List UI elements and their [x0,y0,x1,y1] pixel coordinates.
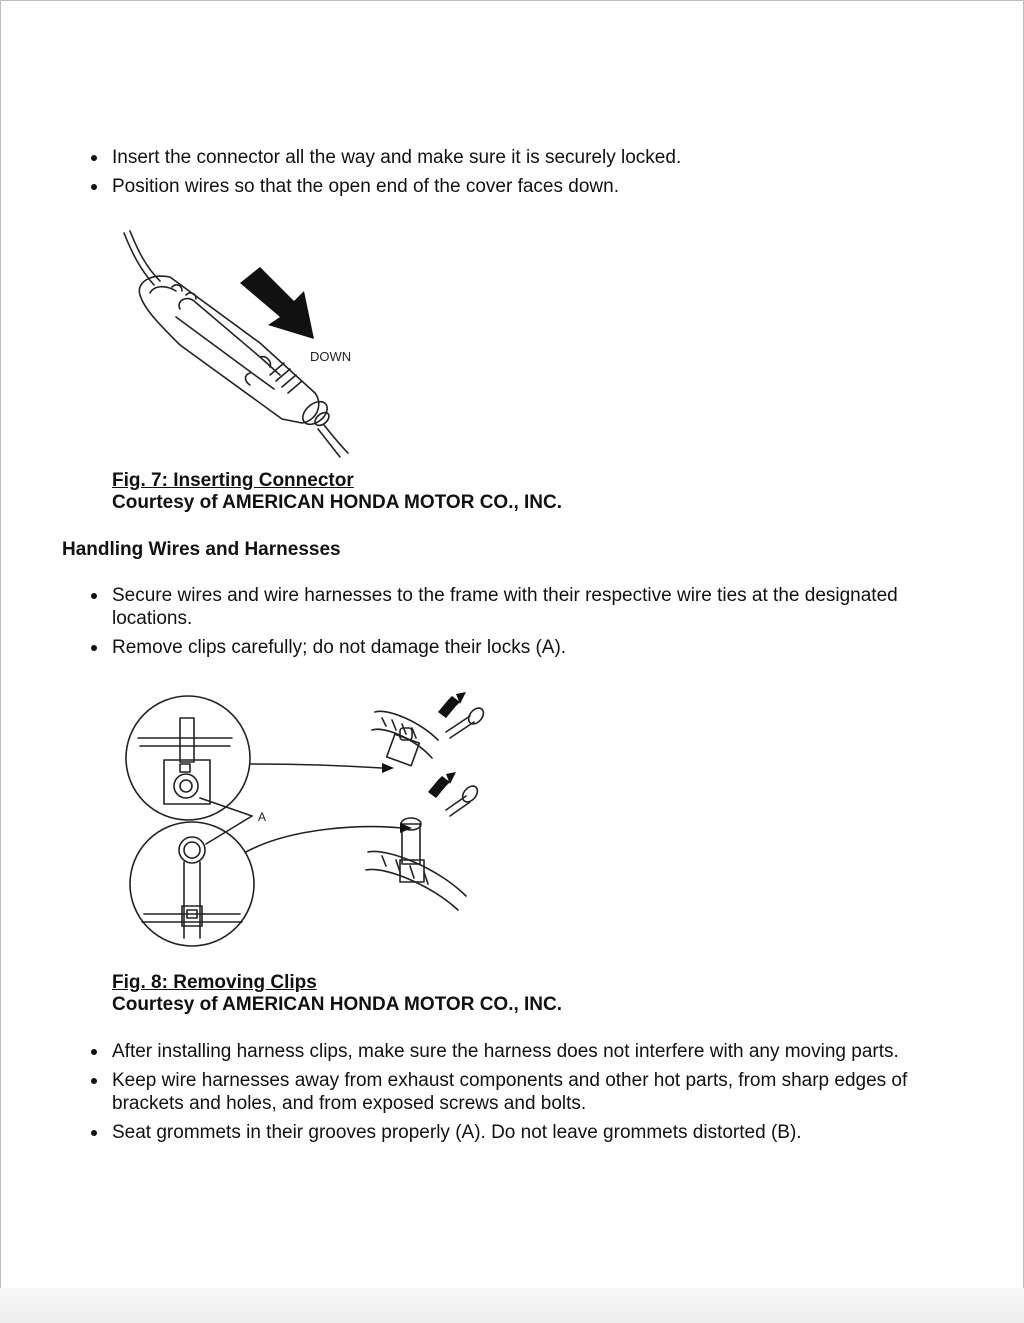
list-item: Keep wire harnesses away from exhaust components and other hot parts, from sharp edges of brackets and holes, and from exposed screws and bolts. [0,1069,1000,1115]
list-item: Secure wires and wire harnesses to the frame with their respective wire ties at the designated locations. [0,584,1000,630]
list-item: Insert the connector all the way and make sure it is securely locked. [0,146,1000,169]
figure-8-caption [112,972,562,1016]
down-arrow-icon [240,267,314,339]
figure-7-title: Fig. 7: Inserting Connector [112,470,354,491]
list-item: After installing harness clips, make sure the harness does not interfere with any moving parts. [0,1040,1000,1063]
figure-8-removing-clips-illustration [120,688,500,958]
list-item: Remove clips carefully; do not damage their locks (A). [0,636,1000,659]
removal-arrow-icon [438,692,466,718]
figure-8-title: Fig. 8: Removing Clips [112,972,317,993]
figure-7-courtesy: Courtesy of AMERICAN HONDA MOTOR CO., INC. [112,492,563,513]
figure-7-inserting-connector-illustration [110,225,370,460]
bullet-list-harnesses [0,584,1000,665]
page-bottom-edge [0,1288,1024,1323]
section-heading: Handling Wires and Harnesses [62,539,341,560]
bullet-list-connector [0,146,1000,204]
figure-8-courtesy: Courtesy of AMERICAN HONDA MOTOR CO., INC. [112,994,563,1015]
removal-arrow-icon [428,772,456,798]
figure-7-caption [112,470,562,514]
list-item: Seat grommets in their grooves properly (A). Do not leave grommets distorted (B). [0,1121,1000,1144]
lock-label-a: A [258,810,267,824]
down-label: DOWN [310,349,352,364]
list-item: Position wires so that the open end of the cover faces down. [0,175,1000,198]
bullet-list-harness-routing [0,1040,1000,1150]
